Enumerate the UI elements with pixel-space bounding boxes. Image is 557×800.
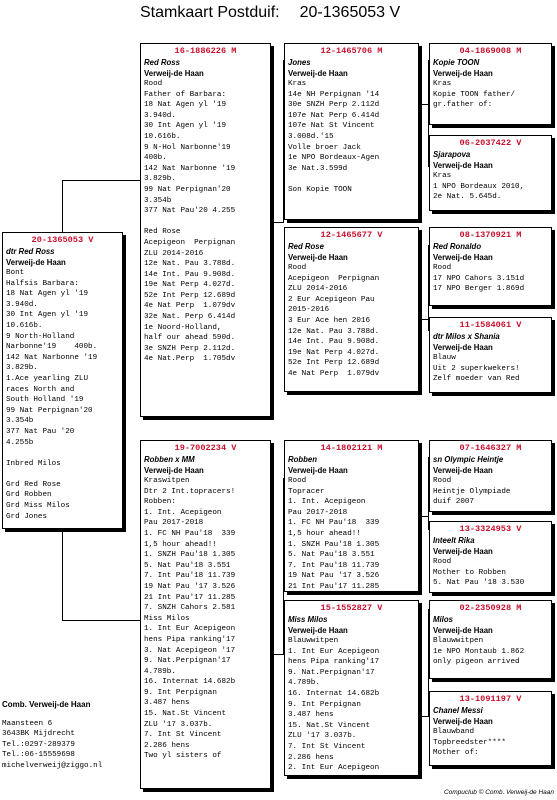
- pigeon-name: Robben: [288, 455, 318, 464]
- pedigree-box-subject: [2, 232, 123, 529]
- ring-number: 20-1365053 V: [31, 235, 94, 245]
- note-line: 30 Int Agen yl '19: [6, 311, 89, 320]
- note-line: 5. Nat Pau'18 3.551: [288, 551, 375, 560]
- owner-name: Verweij-de Haan: [433, 161, 493, 170]
- pigeon-name: Chanel Messi: [433, 706, 483, 715]
- note-line: 17 NPO Cahors 3.151d: [433, 274, 525, 283]
- note-line: 30e SNZH Perp 2.112d: [288, 101, 380, 110]
- note-line: 9 North-Holland: [6, 332, 75, 341]
- pigeon-name: Red Ronaldo: [433, 242, 482, 251]
- note-line: 142 Nat Narbonne '19: [6, 353, 98, 362]
- note-line: 4.789b.: [288, 679, 320, 688]
- note-line: Acepigeon Perpignan: [144, 238, 236, 247]
- note-line: Blauwwitpen: [288, 637, 339, 645]
- pigeon-notes: [430, 171, 551, 203]
- owner-name: Verweij-de Haan: [288, 626, 348, 635]
- note-line: 3643BK Mijdrecht: [2, 730, 75, 739]
- note-line: 5. Nat Pau'18 3.551: [144, 561, 231, 570]
- note-line: Rood: [288, 477, 307, 485]
- note-line: Rood: [433, 558, 452, 566]
- note-line: 1 NPO Bordeaux 2010,: [433, 182, 525, 191]
- note-line: 1e Noord-Holland,: [144, 323, 222, 332]
- owner-name: Verweij-de Haan: [433, 466, 493, 475]
- note-line: 4e Nat.Perp 1.705dv: [144, 355, 236, 364]
- note-line: 9. Int Perpignan: [144, 688, 217, 697]
- note-line: 99 Nat Perpignan'20: [6, 406, 93, 415]
- note-line: 30 Int Agen yl '19: [144, 122, 227, 131]
- ring-number: 02-2350928 M: [459, 603, 522, 613]
- note-line: 1.Ace yearling ZLU: [6, 374, 89, 383]
- ring-number: 12-1465677 V: [320, 230, 383, 240]
- note-line: [3, 448, 122, 459]
- note-line: Blauw: [433, 354, 456, 362]
- note-line: 7. Int St Vincent: [288, 742, 366, 751]
- pigeon-notes: [285, 476, 418, 592]
- ring-number: 14-1802121 M: [320, 443, 383, 453]
- note-line: [3, 469, 122, 480]
- note-line: 15. Nat.St Vincent: [288, 721, 371, 730]
- pigeon-notes: [285, 263, 418, 380]
- connector-line: [419, 716, 429, 717]
- ring-number: 15-1552827 V: [320, 603, 383, 613]
- note-line: 377 Nat Pau'20 4.255: [144, 207, 236, 216]
- pigeon-notes: [430, 727, 551, 759]
- pigeon-name: Milos: [433, 615, 453, 624]
- note-line: 21 Int Pau'17 11.285: [144, 593, 236, 602]
- note-line: 3. Nat Acepigeon '17: [144, 646, 236, 655]
- note-line: 16. Internat 14.682b: [144, 678, 236, 687]
- title-ring-number: 20-1365053 V: [299, 4, 401, 21]
- pedigree-box-fm: [284, 227, 419, 392]
- pigeon-notes: [430, 557, 551, 589]
- note-line: 1. Int. Acepigeon: [144, 508, 222, 517]
- note-line: 5. Nat Pau '18 3.530: [433, 579, 525, 588]
- note-line: 32e Nat. Perp 6.414d: [144, 313, 236, 322]
- note-line: Heintje Olympiade: [433, 487, 511, 496]
- note-line: 10.616b.: [144, 132, 181, 141]
- pigeon-notes: [430, 636, 551, 668]
- note-line: 1e NPO Montaub 1.862: [433, 647, 525, 656]
- note-line: 14e Int. Pau 9.908d.: [144, 270, 236, 279]
- ring-number: 08-1370921 M: [459, 230, 522, 240]
- ring-number: 13-3324953 V: [459, 524, 522, 534]
- note-line: races North and: [6, 385, 75, 394]
- note-line: Tel.:06-15559698: [2, 751, 75, 760]
- note-line: [285, 174, 418, 185]
- note-line: 19e Nat Perp 4.027d.: [288, 348, 380, 357]
- note-line: 3e Nat.3.599d: [288, 164, 348, 173]
- note-line: 21 Int Pau'17 11.285: [288, 582, 380, 591]
- note-line: Kopie TOON father/: [433, 90, 516, 99]
- owner-name: Verweij-de Haan: [433, 343, 493, 352]
- note-line: Rood: [288, 264, 307, 272]
- note-line: 1. FC NH Pau'18 339: [288, 519, 380, 528]
- note-line: 377 Nat Pau '20: [6, 427, 75, 436]
- note-line: 1e NPO Bordeaux-Agen: [288, 154, 380, 163]
- note-line: 18 Nat Agen yl '19: [6, 290, 89, 299]
- note-line: 7. Int Pau'18 11.739: [288, 561, 380, 570]
- note-line: 3 Eur Ace hen 2016: [288, 316, 371, 325]
- owner-name: Verweij-de Haan: [433, 717, 493, 726]
- card-title: [140, 4, 540, 22]
- note-line: 2e Nat. 5.645d.: [433, 193, 502, 202]
- note-line: ZLU '17 3.037b.: [144, 720, 213, 729]
- note-line: 9. Int Perpignan: [288, 700, 361, 709]
- note-line: 17 NPO Berger 1.869d: [433, 285, 525, 294]
- note-line: Maansteen 6: [2, 719, 53, 728]
- note-line: Kraswitpen: [144, 477, 190, 485]
- note-line: Topracer: [288, 487, 325, 496]
- pedigree-box-ff: [284, 43, 419, 220]
- note-line: 3.829b.: [144, 175, 176, 184]
- pedigree-box-mff: [429, 440, 552, 512]
- note-line: Halfsis Barbara:: [6, 279, 79, 288]
- note-line: Volle broer Jack: [288, 143, 361, 152]
- note-line: Kras: [433, 80, 452, 88]
- note-line: Blauwband: [433, 728, 475, 736]
- note-line: Grd Miss Milos: [6, 502, 70, 511]
- note-line: 3.487 hens: [144, 699, 190, 708]
- note-line: 107e Nat St Vincent: [288, 122, 375, 131]
- note-line: 3.354b: [144, 196, 172, 205]
- note-line: Topbreedster****: [433, 738, 506, 747]
- note-line: Son Kopie TOON: [288, 185, 352, 194]
- pigeon-name: dtr Red Ross: [6, 247, 55, 256]
- note-line: 3.487 hens: [288, 711, 334, 720]
- pedigree-box-mmf: [429, 600, 552, 679]
- pedigree-box-fmm: [429, 317, 552, 393]
- note-line: Rood: [144, 80, 163, 88]
- software-credit: Compuclub © Comb. Verweij-de Haan: [443, 789, 554, 796]
- note-line: michelverweij@ziggo.nl: [2, 761, 103, 770]
- note-line: only pigeon arrived: [433, 658, 520, 667]
- pigeon-name: Miss Milos: [288, 615, 328, 624]
- note-line: 18 Nat Agen yl '19: [144, 101, 227, 110]
- note-line: 1. Int Eur Acepigeon: [144, 625, 236, 634]
- note-line: 2.286 hens: [288, 753, 334, 762]
- note-line: [141, 217, 270, 228]
- note-line: Pau 2017-2018: [288, 508, 348, 517]
- note-line: Two yl sisters of: [144, 752, 222, 761]
- note-line: 3.940d.: [6, 300, 38, 309]
- connector-line: [62, 529, 63, 620]
- pigeon-name: dtr Milos x Shania: [433, 332, 500, 341]
- note-line: 14e Int. Pau 9.908d.: [288, 338, 380, 347]
- pedigree-box-mm: [284, 600, 419, 776]
- ring-number: 07-1646327 M: [459, 443, 522, 453]
- note-line: ZLU 2014-2016: [288, 285, 348, 294]
- note-line: half our ahead 590d.: [144, 334, 236, 343]
- note-line: Kras: [433, 172, 452, 180]
- pigeon-name: Kopie TOON: [433, 58, 480, 67]
- note-line: Pau 2017-2018: [144, 519, 204, 528]
- pedigree-box-fff: [429, 43, 552, 125]
- breeder-contact: [2, 700, 102, 772]
- owner-name: Verweij-de Haan: [433, 547, 493, 556]
- note-line: 3.940d.: [144, 111, 176, 120]
- note-line: duif 2007: [433, 498, 475, 507]
- breeder-name: Comb. Verweij-de Haan: [2, 700, 91, 709]
- note-line: 10.616b.: [6, 321, 43, 330]
- note-line: Acepigeon Perpignan: [288, 274, 380, 283]
- note-line: 19 Nat Pau '17 3.526: [288, 572, 380, 581]
- note-line: Grd Jones: [6, 512, 48, 521]
- pigeon-notes: [430, 263, 551, 295]
- ring-number: 04-1869008 M: [459, 46, 522, 56]
- note-line: 400b.: [144, 154, 167, 163]
- note-line: Red Rose: [144, 228, 181, 237]
- pigeon-name: Red Rose: [288, 242, 324, 251]
- pedigree-box-father: [140, 43, 271, 417]
- note-line: hens Pipa ranking'17: [144, 635, 236, 644]
- pigeon-name: Robben x MM: [144, 455, 195, 464]
- pigeon-notes: [430, 476, 551, 508]
- note-line: 19e Nat Perp 4.027d.: [144, 281, 236, 290]
- note-line: South Holland '19: [6, 396, 84, 405]
- connector-line: [62, 620, 140, 621]
- note-line: 1. Int Eur Acepigeon: [288, 647, 380, 656]
- owner-name: Verweij-de Haan: [288, 466, 348, 475]
- note-line: 9 N-Hol Narbonne'19: [144, 143, 231, 152]
- ring-number: 06-2037422 V: [459, 138, 522, 148]
- note-line: 3.008d.'15: [288, 132, 334, 141]
- note-line: 12e Nat. Pau 3.788d.: [288, 327, 380, 336]
- note-line: Bont: [6, 269, 25, 277]
- pedigree-box-fmf: [429, 227, 552, 306]
- note-line: 15. Nat.St Vincent: [144, 710, 227, 719]
- note-line: 19 Nat Pau '17 3.526: [144, 582, 236, 591]
- note-line: Mother of:: [433, 749, 479, 758]
- note-line: 99 Nat Perpignan'20: [144, 185, 231, 194]
- pigeon-notes: [141, 79, 270, 365]
- note-line: 7. SNZH Cahors 2.581: [144, 604, 236, 613]
- ring-number: 12-1465706 M: [320, 46, 383, 56]
- note-line: 12e Nat. Pau 3.788d.: [144, 260, 236, 269]
- pigeon-notes: [141, 476, 270, 762]
- note-line: 2 Eur Acepigeon Pau: [288, 295, 375, 304]
- note-line: Father of Barbara:: [144, 90, 227, 99]
- pedigree-box-mfm: [429, 521, 552, 593]
- note-line: 1,5 hour ahead!!: [288, 529, 361, 538]
- owner-name: Verweij-de Haan: [433, 626, 493, 635]
- note-line: Grd Red Rose: [6, 480, 61, 489]
- note-line: gr.father of:: [433, 101, 493, 110]
- pigeon-name: Inteelt Rika: [433, 536, 475, 545]
- pedigree-box-mf: [284, 440, 419, 592]
- note-line: Inbred Milos: [6, 459, 61, 468]
- note-line: 9. Nat.Perpignan'17: [144, 657, 231, 666]
- note-line: ZLU '17 3.037b.: [288, 732, 357, 741]
- note-line: 2. Int Eur Acepigeon: [288, 764, 380, 773]
- note-line: 7. Int Pau'18 11.739: [144, 572, 236, 581]
- note-line: 3e SNZH Perp 2.112d.: [144, 344, 236, 353]
- note-line: Narbonne'19 400b.: [6, 343, 98, 352]
- pigeon-notes: [3, 268, 122, 522]
- note-line: 142 Nat Narbonne '19: [144, 164, 236, 173]
- note-line: Mother to Robben: [433, 568, 506, 577]
- pigeon-name: Jones: [288, 58, 311, 67]
- title-label: Stamkaart Postduif:: [140, 4, 280, 21]
- owner-name: Verweij-de Haan: [144, 466, 204, 475]
- note-line: Miss Milos: [144, 614, 190, 623]
- note-line: Uit 2 superkwekers!: [433, 364, 520, 373]
- note-line: 4.789b.: [144, 667, 176, 676]
- pigeon-notes: [285, 636, 418, 774]
- pigeon-name: Red Ross: [144, 58, 180, 67]
- note-line: Zelf moeder van Red: [433, 375, 520, 384]
- note-line: 2.286 hens: [144, 741, 190, 750]
- owner-name: Verweij-de Haan: [144, 69, 204, 78]
- pedigree-box-ffm: [429, 135, 552, 211]
- note-line: ZLU 2014-2016: [144, 249, 204, 258]
- pigeon-name: Sjarapova: [433, 150, 471, 159]
- note-line: Robben:: [144, 498, 176, 507]
- note-line: 52e Int Perp 12.689d: [144, 291, 236, 300]
- pigeon-notes: [285, 79, 418, 196]
- note-line: Blauwwitpen: [433, 637, 484, 645]
- note-line: 107e Nat Perp 6.414d: [288, 111, 380, 120]
- note-line: Dtr 2 Int.topracers!: [144, 487, 236, 496]
- note-line: 7. Int St Vincent: [144, 731, 222, 740]
- note-line: 1. SNZH Pau'18 1.305: [288, 540, 380, 549]
- note-line: 4.255b: [6, 438, 34, 447]
- connector-line: [62, 180, 140, 181]
- note-line: hens Pipa ranking'17: [288, 658, 380, 667]
- note-line: 1. FC NH Pau'18 339: [144, 529, 236, 538]
- note-line: 4e Nat Perp 1.079dv: [144, 302, 236, 311]
- pedigree-box-mother: [140, 440, 271, 789]
- note-line: Grd Robben: [6, 491, 52, 500]
- owner-name: Verweij-de Haan: [6, 258, 66, 267]
- note-line: 14e NH Perpignan '14: [288, 90, 380, 99]
- note-line: 52e Int Perp 12.689d: [288, 359, 380, 368]
- ring-number: 11-1584061 V: [459, 320, 522, 330]
- note-line: 16. Internat 14.682b: [288, 689, 380, 698]
- note-line: 1. SNZH Pau'18 1.305: [144, 551, 236, 560]
- note-line: 9. Nat.Perpignan'17: [288, 668, 375, 677]
- note-line: Rood: [433, 477, 452, 485]
- note-line: Kras: [288, 80, 307, 88]
- owner-name: Verweij-de Haan: [288, 253, 348, 262]
- pigeon-notes: [430, 353, 551, 385]
- note-line: 2015-2016: [288, 306, 330, 315]
- ring-number: 16-1886226 M: [174, 46, 237, 56]
- pigeon-notes: [430, 79, 551, 111]
- owner-name: Verweij-de Haan: [433, 253, 493, 262]
- breeder-address: [2, 719, 102, 772]
- pigeon-name: sn Olympic Heintje: [433, 455, 504, 464]
- pedigree-box-mmm: [429, 691, 552, 766]
- ring-number: 13-1091197 V: [459, 694, 522, 704]
- note-line: 1,5 hour ahead!!: [144, 540, 217, 549]
- connector-line: [62, 180, 63, 232]
- owner-name: Verweij-de Haan: [433, 69, 493, 78]
- note-line: 3.354b: [6, 417, 34, 426]
- note-line: 3.829b.: [6, 364, 38, 373]
- note-line: 1. Int. Acepigeon: [288, 498, 366, 507]
- note-line: 4e Nat Perp 1.079dv: [288, 369, 380, 378]
- ring-number: 19-7002234 V: [174, 443, 237, 453]
- owner-name: Verweij-de Haan: [288, 69, 348, 78]
- note-line: Rood: [433, 264, 452, 272]
- note-line: Tel.:0297-289379: [2, 740, 75, 749]
